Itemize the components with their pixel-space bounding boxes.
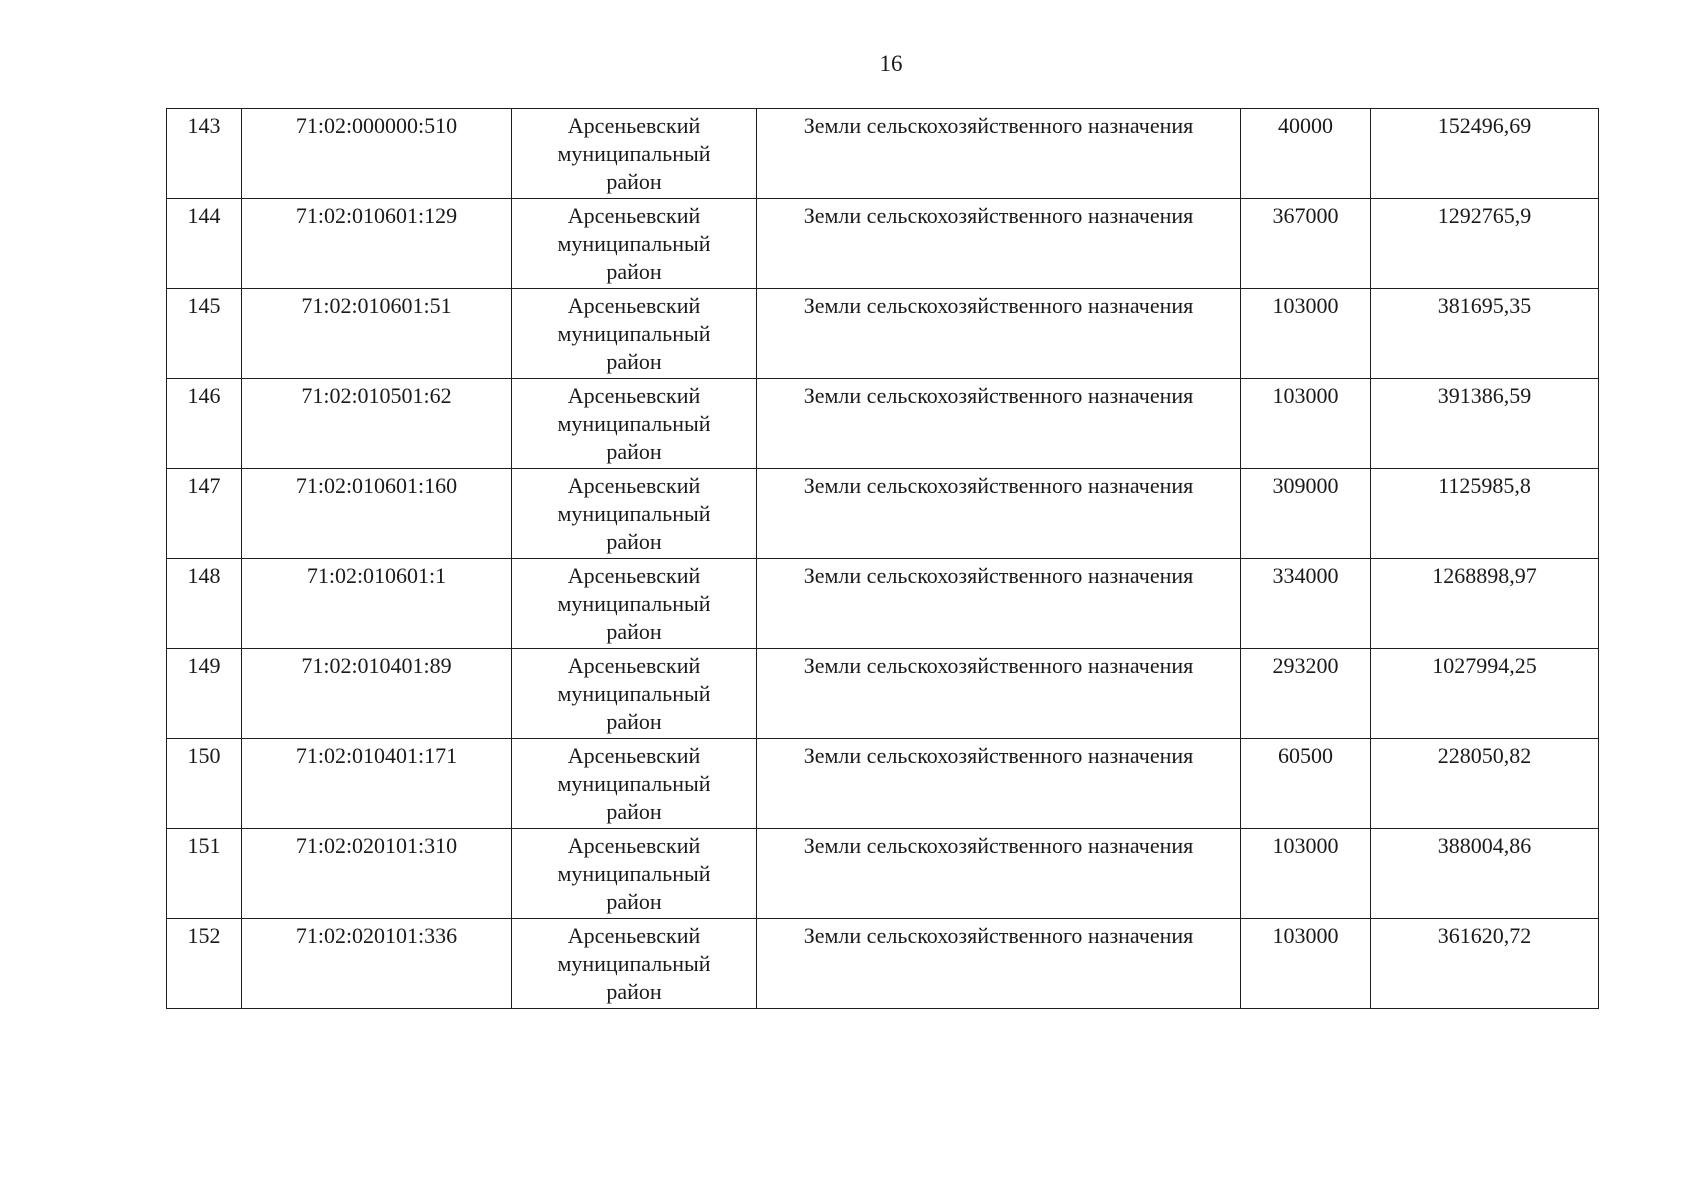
district-line: муниципальный	[557, 321, 711, 346]
district-line: Арсеньевский	[567, 293, 701, 318]
table-row	[167, 469, 1599, 559]
district	[512, 109, 757, 199]
district-line: район	[606, 349, 662, 374]
table-row	[167, 199, 1599, 289]
table-row	[167, 109, 1599, 199]
cadastral-number: 71:02:010501:62	[242, 379, 512, 469]
row-number: 143	[167, 109, 242, 199]
row-number: 147	[167, 469, 242, 559]
district-line: Арсеньевский	[567, 923, 701, 948]
row-number: 145	[167, 289, 242, 379]
district	[512, 649, 757, 739]
cadastral-cost: 1268898,97	[1371, 559, 1599, 649]
row-number: 151	[167, 829, 242, 919]
district	[512, 559, 757, 649]
table-row	[167, 559, 1599, 649]
area: 60500	[1241, 739, 1371, 829]
cadastral-cost: 391386,59	[1371, 379, 1599, 469]
area: 103000	[1241, 379, 1371, 469]
district-line: муниципальный	[557, 951, 711, 976]
district-line: район	[606, 619, 662, 644]
district-line: район	[606, 529, 662, 554]
district-line: муниципальный	[557, 231, 711, 256]
cadastral-cost: 1027994,25	[1371, 649, 1599, 739]
district	[512, 289, 757, 379]
cadastral-number: 71:02:010401:171	[242, 739, 512, 829]
district-line: район	[606, 979, 662, 1004]
row-number: 148	[167, 559, 242, 649]
district-line: муниципальный	[557, 681, 711, 706]
land-category: Земли сельскохозяйственного назначения	[757, 739, 1241, 829]
district-line: Арсеньевский	[567, 653, 701, 678]
row-number: 150	[167, 739, 242, 829]
cadastral-number: 71:02:020101:310	[242, 829, 512, 919]
table-row	[167, 289, 1599, 379]
land-category: Земли сельскохозяйственного назначения	[757, 469, 1241, 559]
cadastral-cost: 152496,69	[1371, 109, 1599, 199]
area: 309000	[1241, 469, 1371, 559]
district	[512, 469, 757, 559]
district	[512, 739, 757, 829]
table-row	[167, 739, 1599, 829]
district-line: муниципальный	[557, 141, 711, 166]
district-line: район	[606, 799, 662, 824]
cadastral-cost: 381695,35	[1371, 289, 1599, 379]
table-body	[167, 109, 1599, 1009]
cadastral-number: 71:02:010601:129	[242, 199, 512, 289]
row-number: 149	[167, 649, 242, 739]
district-line: муниципальный	[557, 501, 711, 526]
district-line: муниципальный	[557, 771, 711, 796]
area: 293200	[1241, 649, 1371, 739]
cadastral-number: 71:02:020101:336	[242, 919, 512, 1009]
page-number: 16	[879, 51, 903, 76]
table-row	[167, 829, 1599, 919]
cadastral-number: 71:02:010601:160	[242, 469, 512, 559]
district-line: район	[606, 709, 662, 734]
land-category: Земли сельскохозяйственного назначения	[757, 289, 1241, 379]
district-line: Арсеньевский	[567, 473, 701, 498]
district-line: район	[606, 259, 662, 284]
district-line: Арсеньевский	[567, 563, 701, 588]
cadastral-number: 71:02:010601:51	[242, 289, 512, 379]
land-category: Земли сельскохозяйственного назначения	[757, 199, 1241, 289]
district-line: муниципальный	[557, 411, 711, 436]
land-category: Земли сельскохозяйственного назначения	[757, 379, 1241, 469]
area: 103000	[1241, 919, 1371, 1009]
table-row	[167, 919, 1599, 1009]
district-line: Арсеньевский	[567, 113, 701, 138]
cadastral-cost: 228050,82	[1371, 739, 1599, 829]
cadastral-cost: 388004,86	[1371, 829, 1599, 919]
cadastral-cost: 1125985,8	[1371, 469, 1599, 559]
district-line: Арсеньевский	[567, 383, 701, 408]
district	[512, 829, 757, 919]
cadastral-number: 71:02:000000:510	[242, 109, 512, 199]
district-line: муниципальный	[557, 861, 711, 886]
district-line: муниципальный	[557, 591, 711, 616]
land-category: Земли сельскохозяйственного назначения	[757, 829, 1241, 919]
cadastral-cost: 361620,72	[1371, 919, 1599, 1009]
district-line: район	[606, 169, 662, 194]
area: 334000	[1241, 559, 1371, 649]
cadastral-number: 71:02:010601:1	[242, 559, 512, 649]
table-row	[167, 379, 1599, 469]
land-category: Земли сельскохозяйственного назначения	[757, 559, 1241, 649]
row-number: 144	[167, 199, 242, 289]
table-row	[167, 649, 1599, 739]
district-line: Арсеньевский	[567, 203, 701, 228]
land-category: Земли сельскохозяйственного назначения	[757, 109, 1241, 199]
row-number: 146	[167, 379, 242, 469]
district-line: район	[606, 889, 662, 914]
row-number: 152	[167, 919, 242, 1009]
land-category: Земли сельскохозяйственного назначения	[757, 649, 1241, 739]
district-line: Арсеньевский	[567, 743, 701, 768]
land-category: Земли сельскохозяйственного назначения	[757, 919, 1241, 1009]
area: 103000	[1241, 829, 1371, 919]
cadastral-cost: 1292765,9	[1371, 199, 1599, 289]
district	[512, 379, 757, 469]
cadastral-number: 71:02:010401:89	[242, 649, 512, 739]
district	[512, 919, 757, 1009]
area: 103000	[1241, 289, 1371, 379]
area: 367000	[1241, 199, 1371, 289]
district	[512, 199, 757, 289]
district-line: район	[606, 439, 662, 464]
land-plots-table	[166, 108, 1599, 1009]
area: 40000	[1241, 109, 1371, 199]
district-line: Арсеньевский	[567, 833, 701, 858]
